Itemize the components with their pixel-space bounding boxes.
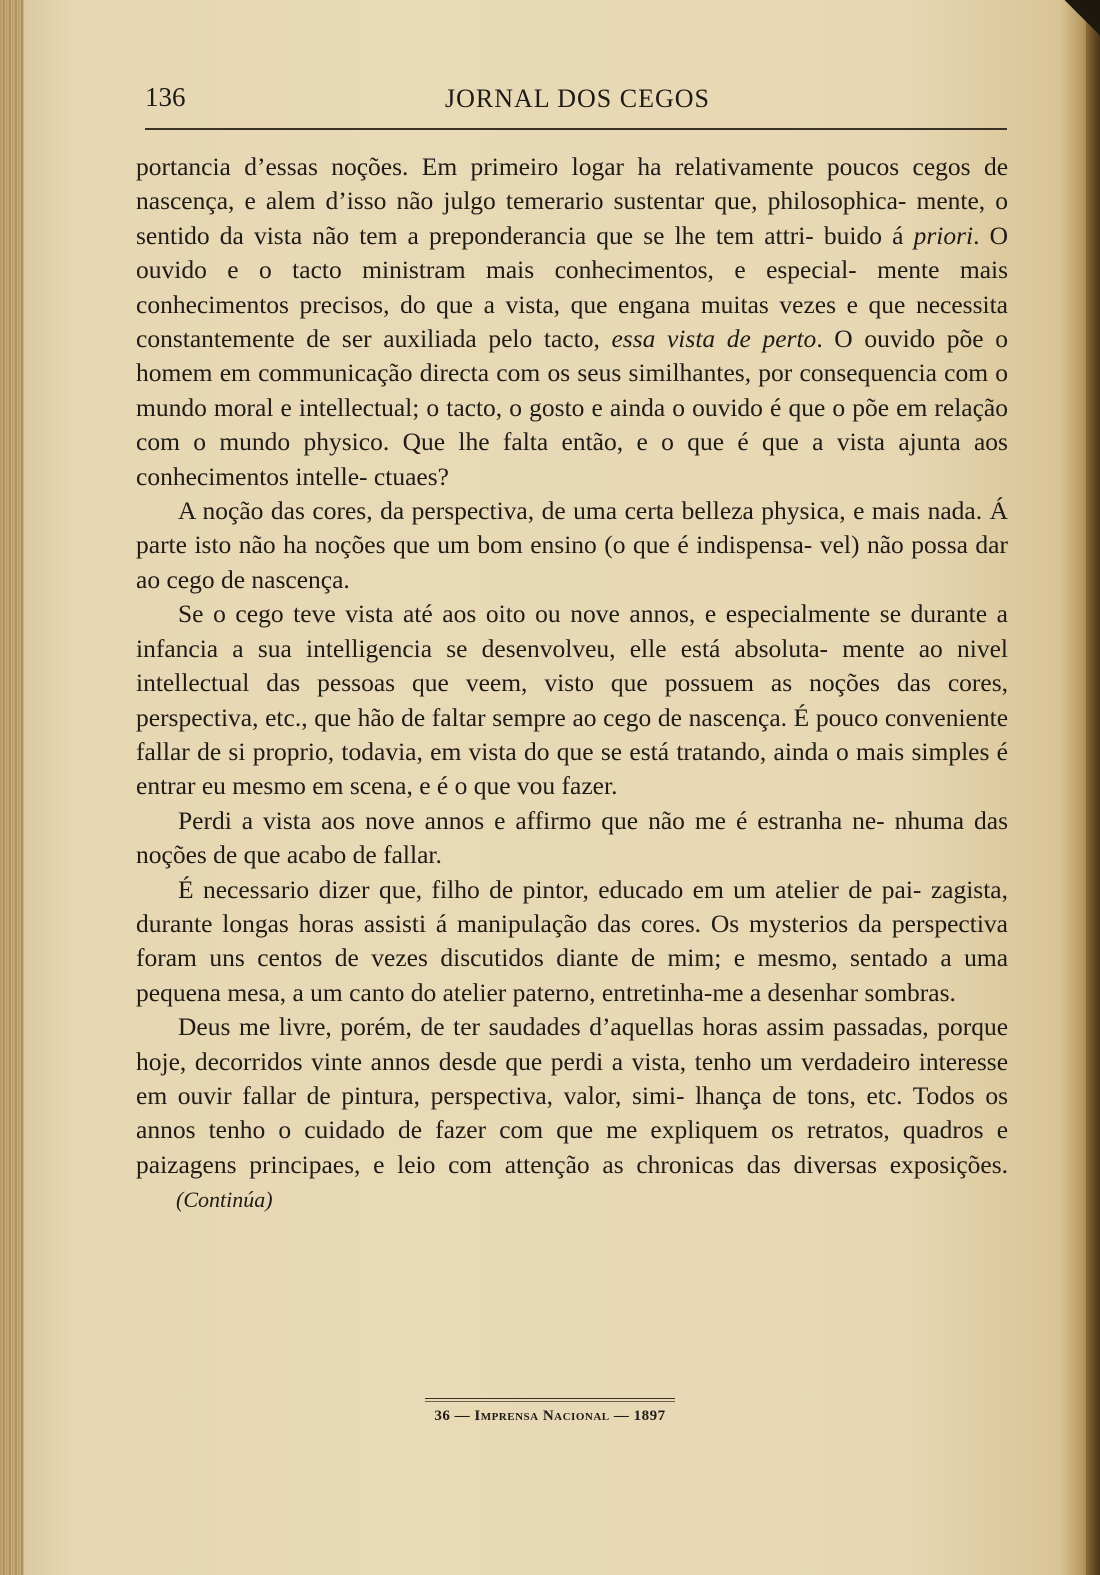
text-line: Que lhe falta então, e o que é que a vista ajunta aos conhecimentos intelle- [136,427,1008,491]
text-line: noções das cores, perspectiva, etc., que hão de faltar sempre ao cego de [136,668,1009,732]
text-line: nada. Á parte isto não ha noções que um bom ensino (o que é indispensa- [136,496,1008,560]
page-corner [1060,0,1100,60]
text-line: Perdi a vista aos nove annos e affirmo que não me é estranha ne- [178,805,885,835]
paragraph-5 [136,873,1008,1011]
paragraph-6 [136,1010,1008,1217]
text-line: A noção das cores, da perspectiva, de uma certa belleza physica, e mais [178,496,921,526]
text-line: de perto. O ouvido põe o homem em communicação directa com os seus [136,324,1009,388]
printer-colophon: 36 — Imprensa Nacional — 1897 [434,1408,666,1424]
page-number: 136 [145,82,186,112]
text-line: o gosto e ainda o ouvido é que o põe em relação com o mundo physico. [136,392,1008,457]
page-binding-edge [0,0,24,1575]
text-line: É necessario dizer que, filho de pintor, educado em um atelier de pai- [178,874,922,904]
text-line: mente, o sentido da vista não tem a preponderancia que se lhe tem attri- [136,186,1009,250]
text-line: mente mais conhecimentos precisos, do que a vista, que engana muitas [136,255,1009,319]
text-line: verdadeiro interesse em ouvir fallar de pintura, perspectiva, valor, simi- [136,1046,1009,1110]
paragraph-4 [136,804,1008,873]
page-header [145,82,1010,122]
text-line: e é o que vou fazer. [419,771,618,801]
text-line: vezes e que necessita constantemente de ser auxiliada pelo tacto, essa vista [136,289,1009,354]
running-head: JORNAL DOS CEGOS [445,84,710,113]
footer-rule-thin [425,1401,675,1402]
text-line: que se está tratando, ainda o mais simples é entrar eu mesmo em scena, [136,736,1008,801]
text-line: mente ao nivel intellectual das pessoas que veem, visto que possuem as [136,633,1008,698]
paragraph-1 [136,150,1008,494]
text-line: entretinha-me a desenhar sombras. [601,977,956,1007]
text-line: vel) não possa dar ao cego de nascença. [136,530,1008,594]
text-line: similhantes, por consequencia com o mundo moral e intellectual; o tacto, [136,358,1009,422]
body-text [136,150,1008,1218]
text-line: buido á priori. O ouvido e o tacto ministram mais conhecimentos, e especial- [136,220,1009,285]
text-line: zagista, durante longas horas assisti á manipulação das cores. Os mysterios [136,874,1008,938]
italic-term: priori [913,220,974,250]
text-line: expliquem os retratos, quadros e paizagens principaes, e leio com attenção [136,1115,1009,1179]
page-right-edge [1086,0,1100,1575]
text-line: da perspectiva foram uns centos de vezes discutidos diante de mim; e [136,908,1008,973]
text-line: lhança de tons, etc. Todos os annos tenho o cuidado de fazer com que me [136,1080,1008,1145]
paragraph-2 [136,494,1008,597]
text-line: porque hoje, decorridos vinte annos desde que perdi a vista, tenho um [136,1012,1009,1076]
paragraph-3 [136,597,1008,803]
text-line: nhuma das noções de que acabo de fallar. [136,805,1008,870]
text-line: mesmo, sentado a uma pequena mesa, a um canto do atelier paterno, [136,943,1009,1007]
continua-note: (Continúa) [176,1187,273,1213]
italic-term: de perto [726,324,817,354]
text-line: Se o cego teve vista até aos oito ou nove annos, e especialmente se [178,599,902,629]
italic-term: essa vista [611,324,716,354]
text-line: as chronicas das diversas exposições. [602,1149,1008,1179]
text-line: ctuaes? [373,461,449,491]
text-line: nascença. É pouco conveniente fallar de si proprio, todavia, em vista do [136,702,1009,766]
text-line: portancia d’essas noções. Em primeiro logar ha relativamente poucos cegos [136,152,971,181]
header-rule [145,128,1007,130]
text-line: durante a infancia a sua intelligencia se desenvolveu, elle está absoluta- [136,599,1008,663]
text-line: Deus me livre, porém, de ter saudades d’aquellas horas assim passadas, [178,1012,929,1042]
text-line: de nascença, e alem d’isso não julgo temerario sustentar que, philosophica- [136,152,1009,216]
footer-rule [425,1398,675,1399]
